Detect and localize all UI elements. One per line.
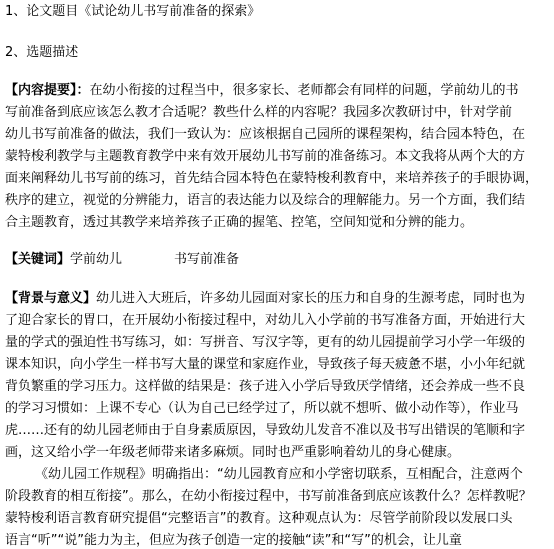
background-line-3: 量的学式的强迫性书写练习，如：写拼音、写汉字等，更有的幼儿园提前学习小学一年级的 [5, 335, 526, 350]
guideline-line-1 [5, 467, 523, 483]
background-line-6: 的学习习惯如：上课不专心（认为自己已经学过了，所以就不想听、做小动作等），作业马 [5, 401, 519, 416]
abstract-line-3: 幼儿书写前准备的做法，我们一致认为：应该根据自己园所的课程架构，结合园本特色，在 [5, 127, 526, 142]
item-1-title: 1、论文题目《试论幼儿书写前准备的探索》 [5, 4, 261, 19]
background-line-7: 虎……还有的幼儿园老师由于自身素质原因，导致幼儿发音不准以及书写出错误的笔顺和字 [5, 423, 526, 438]
guideline-line-4: 语言“听”“说”能力为主，但应为孩子创造一定的接触“读”和“写”的机会，让儿童 [5, 533, 462, 548]
keywords-line [5, 252, 239, 268]
keywords-label: 【关键词】 [5, 252, 71, 267]
item-2-title: 2、选题描述 [5, 45, 79, 60]
background-label: 【背景与意义】 [5, 291, 97, 306]
background-line-2: 了迎合家长的胃口，在开展幼小衔接过程中，对幼儿入小学前的书写准备方面，开始进行大 [5, 313, 526, 328]
abstract-line-2: 写前准备到底应该怎么教才合适呢？教些什么样的内容呢？我园多次教研讨中，针对学前 [5, 105, 513, 120]
guideline-text-1: 《幼儿园工作规程》明确指出：“幼儿园教育应和小学密切联系，互相配合，注意两个 [35, 467, 523, 482]
abstract-text-1: 在幼小衔接的过程当中，很多家长、老师都会有同样的问题，学前幼儿的书 [89, 83, 519, 98]
background-line-8: 画，这又给小学一年级老师带来诸多麻烦。同时也严重影响着幼儿的身心健康。 [5, 445, 461, 460]
guideline-line-2: 阶段教育的相互衔接”。那么，在幼小衔接过程中，书写前准备到底应该教什么？怎样教呢？ [5, 489, 532, 504]
background-line-5: 背负繁重的学习压力。这样做的结果是：孩子进入小学后导致厌学情绪，还会养成一些不良 [5, 379, 526, 394]
background-line-4: 课本知识，向小学生一样书写大量的课堂和家庭作业，导致孩子每天疲惫不堪，小小年纪就 [5, 357, 526, 372]
abstract-line-1 [5, 83, 519, 99]
keyword-2: 书写前准备 [174, 252, 240, 267]
abstract-line-4: 蒙特梭利教学与主题教育教学中来有效开展幼儿书写前的准备练习。本文我将从两个大的方 [5, 149, 526, 164]
abstract-line-5: 面来阐释幼儿书写前的练习，首先结合园本特色在蒙特梭利教育中，来培养孩子的手眼协调， [5, 171, 539, 186]
keyword-1: 学前幼儿 [70, 252, 123, 267]
guideline-line-3: 蒙特梭利语言教育研究提倡“完整语言”的教育。这种观点认为：尽管学前阶段以发展口头 [5, 511, 513, 526]
abstract-line-6: 秩序的建立，视觉的分辨能力，语言的表达能力以及综合的理解能力。另一个方面，我们结 [5, 193, 526, 208]
background-line-1 [5, 291, 525, 307]
background-text-1: 幼儿进入大班后，许多幼儿园面对家长的压力和自身的生源考虑，同时也为 [96, 291, 526, 306]
abstract-line-7: 合主题教育，透过其教学来培养孩子正确的握笔、控笔，空间知觉和分辨的能力。 [5, 215, 474, 230]
abstract-label: 【内容提要】： [5, 83, 90, 98]
